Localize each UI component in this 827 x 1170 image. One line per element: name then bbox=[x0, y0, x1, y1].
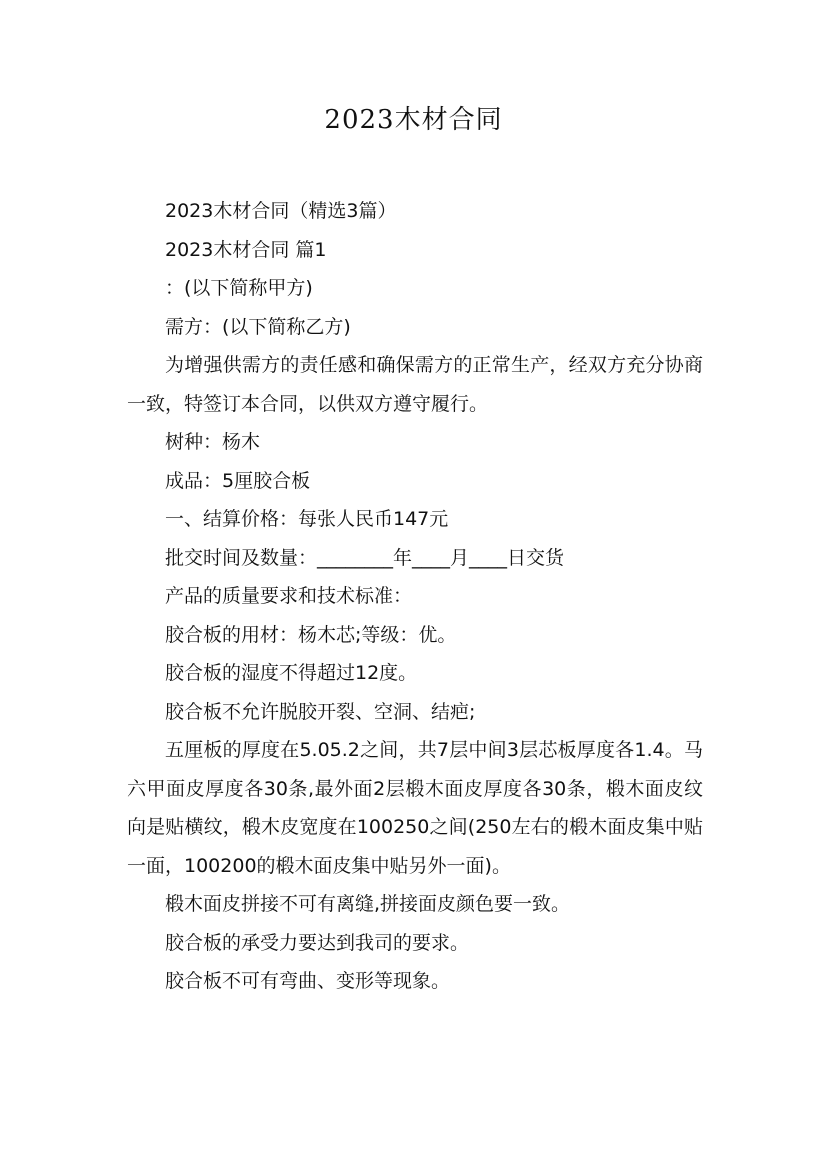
paragraph-humidity: 胶合板的湿度不得超过12度。 bbox=[165, 662, 418, 684]
paragraph-party-a: ：(以下简称甲方) bbox=[165, 277, 313, 299]
paragraph-deformation: 胶合板不可有弯曲、变形等现象。 bbox=[165, 970, 451, 992]
paragraph-tree-species: 树种：杨木 bbox=[165, 431, 261, 453]
paragraph-veneer-joint: 椴木面皮拼接不可有离缝,拼接面皮颜色要一致。 bbox=[165, 893, 571, 915]
paragraph-delivery: 批交时间及数量：________年____月____日交货 bbox=[165, 546, 565, 569]
paragraph-party-b: 需方：(以下简称乙方) bbox=[165, 315, 351, 338]
paragraph-section-heading: 2023木材合同 篇1 bbox=[165, 238, 327, 261]
paragraph-load: 胶合板的承受力要达到我司的要求。 bbox=[165, 931, 470, 954]
paragraph-subtitle: 2023木材合同（精选3篇） bbox=[165, 200, 397, 222]
document-body bbox=[127, 192, 703, 1001]
document-title: 2023木材合同 bbox=[324, 105, 503, 135]
paragraph-defects: 胶合板不允许脱胶开裂、空洞、结疤; bbox=[165, 700, 476, 723]
paragraph-thickness: 五厘板的厚度在5.05.2之间，共7层中间3层芯板厚度各1.4。马六甲面皮厚度各30条,最外面2层椴木面皮厚度各30条，椴木面皮纹向是贴横纹，椴木皮宽度在100250之间(250左右的椴木面皮集中贴一面，100200的椴木面皮集中贴另外一面)。 bbox=[127, 739, 703, 877]
paragraph-quality-heading: 产品的质量要求和技术标准： bbox=[165, 585, 413, 607]
paragraph-price: 一、结算价格：每张人民币147元 bbox=[165, 508, 449, 530]
paragraph-product: 成品：5厘胶合板 bbox=[165, 469, 311, 492]
paragraph-purpose: 为增强供需方的责任感和确保需方的正常生产，经双方充分协商一致，特签订本合同，以供双方遵守履行。 bbox=[127, 354, 703, 415]
paragraph-material: 胶合板的用材：杨木芯;等级：优。 bbox=[165, 623, 457, 646]
